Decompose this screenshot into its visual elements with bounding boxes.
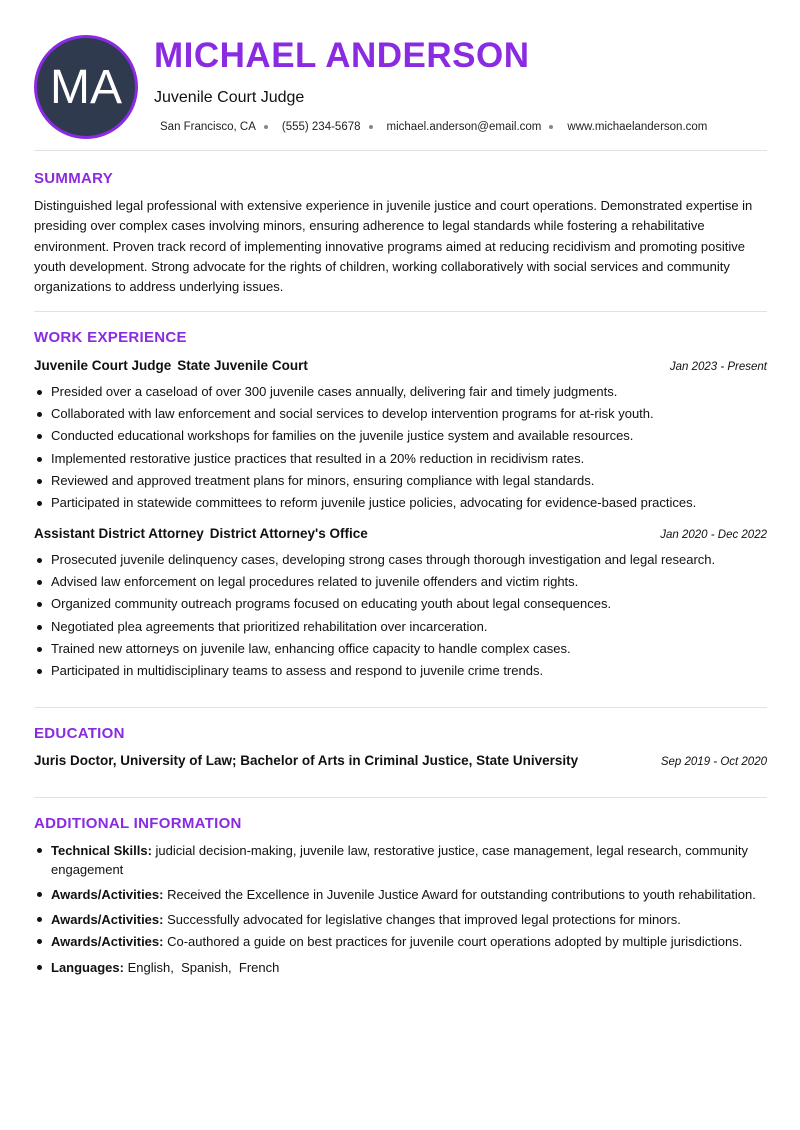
job-header: [34, 526, 767, 541]
section-divider: [34, 150, 767, 151]
list-item: Negotiated plea agreements that prioritized rehabilitation over incarceration.: [34, 616, 774, 638]
list-item: Awards/Activities: Received the Excellence in Juvenile Justice Award for outstanding contributions to youth rehabilitation.: [34, 885, 779, 904]
list-item: Trained new attorneys on juvenile law, enhancing office capacity to handle complex cases.: [34, 638, 774, 660]
job-bullets: [34, 381, 774, 514]
job-dates: Jan 2020 - Dec 2022: [660, 529, 767, 541]
section-divider: [34, 707, 767, 708]
contact-website-link[interactable]: www.michaelanderson.com: [567, 121, 708, 133]
separator-dot: [549, 125, 553, 129]
bullet-dot: [37, 939, 42, 944]
bullet-dot: [37, 457, 42, 462]
contact-email-link[interactable]: michael.anderson@email.com: [386, 121, 542, 133]
job-role: Assistant District Attorney: [34, 526, 204, 541]
list-item: Participated in statewide committees to reform juvenile justice policies, advocating for evidence-based practices.: [34, 492, 774, 514]
job-company: State Juvenile Court: [177, 358, 308, 373]
contact-phone: (555) 234-5678: [281, 121, 361, 133]
contact-location: San Francisco, CA: [160, 121, 256, 133]
list-item: Reviewed and approved treatment plans for minors, ensuring compliance with legal standards.: [34, 470, 774, 492]
list-item: Participated in multidisciplinary teams to assess and respond to juvenile crime trends.: [34, 660, 774, 682]
bullet-dot: [37, 892, 42, 897]
contact-bar: [160, 121, 707, 133]
job-bullets: [34, 549, 774, 682]
additional-list: [34, 841, 779, 977]
list-item: Collaborated with law enforcement and social services to develop intervention programs for at-risk youth.: [34, 403, 774, 425]
bullet-dot: [37, 965, 42, 970]
bullet-dot: [37, 580, 42, 585]
list-item: Prosecuted juvenile delinquency cases, developing strong cases through thorough investigation and legal research.: [34, 549, 774, 571]
bullet-dot: [37, 390, 42, 395]
experience-heading: WORK EXPERIENCE: [34, 329, 187, 346]
list-item: Implemented restorative justice practices that resulted in a 20% reduction in recidivism rates.: [34, 448, 774, 470]
job-company: District Attorney's Office: [209, 526, 368, 541]
bullet-dot: [37, 412, 42, 417]
section-divider: [34, 311, 767, 312]
bullet-dot: [37, 647, 42, 652]
candidate-title: Juvenile Court Judge: [154, 89, 305, 106]
additional-heading: ADDITIONAL INFORMATION: [34, 815, 242, 832]
separator-dot: [369, 125, 373, 129]
candidate-name: MICHAEL ANDERSON: [154, 36, 530, 75]
job-header: [34, 358, 767, 373]
education-entry: [34, 753, 767, 768]
list-item: Conducted educational workshops for families on the juvenile justice system and available resources.: [34, 425, 774, 447]
bullet-dot: [37, 434, 42, 439]
section-divider: [34, 797, 767, 798]
avatar: [34, 35, 138, 139]
list-item: Organized community outreach programs focused on educating youth about legal consequences.: [34, 593, 774, 615]
education-dates: Sep 2019 - Oct 2020: [660, 756, 767, 768]
bullet-dot: [37, 501, 42, 506]
job-dates: Jan 2023 - Present: [669, 361, 767, 373]
bullet-dot: [37, 848, 42, 853]
bullet-dot: [37, 479, 42, 484]
bullet-dot: [37, 917, 42, 922]
bullet-dot: [37, 669, 42, 674]
list-item: Awards/Activities: Co-authored a guide on best practices for juvenile court operations adopted by multiple jurisdictions.: [34, 932, 779, 951]
bullet-dot: [37, 625, 42, 630]
list-item: Languages: English, Spanish, French: [34, 958, 779, 977]
avatar-initials: MA: [50, 60, 122, 114]
bullet-dot: [37, 558, 42, 563]
list-item: Technical Skills: judicial decision-making, juvenile law, restorative justice, case management, legal research, community engagement: [34, 841, 779, 879]
bullet-dot: [37, 602, 42, 607]
education-degree: Juris Doctor, University of Law; Bachelor of Arts in Criminal Justice, State University: [34, 753, 579, 768]
list-item: Awards/Activities: Successfully advocated for legislative changes that improved legal protections for minors.: [34, 910, 779, 929]
list-item: Presided over a caseload of over 300 juvenile cases annually, delivering fair and timely judgments.: [34, 381, 774, 403]
list-item: Advised law enforcement on legal procedures related to juvenile offenders and victim rights.: [34, 571, 774, 593]
summary-heading: SUMMARY: [34, 170, 114, 187]
separator-dot: [264, 125, 268, 129]
summary-text: Distinguished legal professional with extensive experience in juvenile justice and court operations. Demonstrated expertise in presiding over complex cases involving minors, ensuring adherence to legal standards while fostering a rehabilitative environment. Proven track record of implementing innovative programs aimed at reducing recidivism and promoting positive youth development. Strong advocate for the rights of children, working collaboratively with social services and community organizations to address underlying issues.: [34, 198, 753, 295]
education-heading: EDUCATION: [34, 725, 125, 742]
job-role: Juvenile Court Judge: [34, 358, 172, 373]
